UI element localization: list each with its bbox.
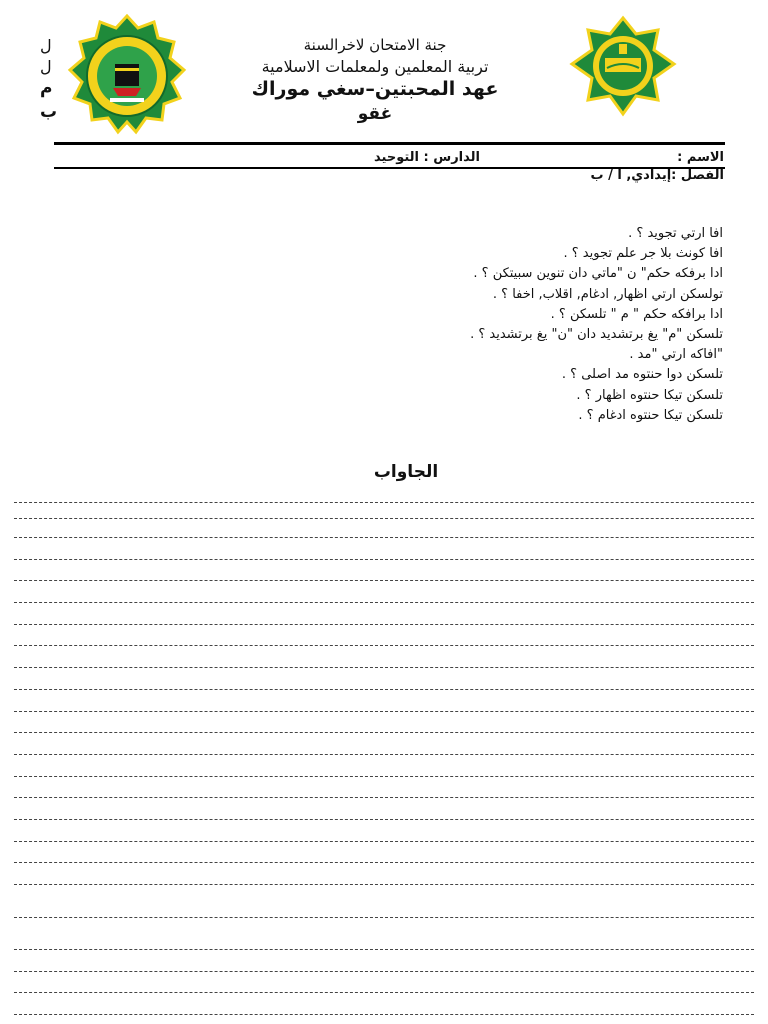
question-item: تلسكن تيكا حنتوه ادغام ؟ . [578, 407, 723, 423]
answer-line [14, 884, 754, 885]
header-title-block [170, 30, 580, 130]
answer-line [14, 580, 754, 581]
school-logo-right [564, 14, 682, 118]
question-item: افا كونث بلا جر علم تجويد ؟ . [563, 246, 723, 262]
answer-line [14, 841, 754, 842]
question-item: "افاكه ارتي "مد . [629, 347, 723, 363]
answer-line [14, 949, 754, 950]
question-item: افا ارتي تجويد ؟ . [628, 226, 723, 241]
left-cut-text-2: ل [40, 57, 52, 76]
answer-line [14, 862, 754, 863]
answer-line [14, 518, 754, 519]
left-cut-text-3: م [40, 78, 53, 98]
question-item: ادا برفكه حكم" ن "ماتي دان تنوين سبيتكن ؟ . [473, 266, 723, 282]
answer-line [14, 992, 754, 993]
header-line-2: تربية المعلمين ولمعلمات الاسلامية [261, 57, 489, 76]
header-line-1: جنة الامتحان لاخرالسنة [303, 36, 447, 54]
answer-section-title: الجاواب [373, 462, 439, 482]
answer-line [14, 602, 754, 603]
question-item: ادا برافكه حكم " م " تلسكن ؟ . [550, 306, 723, 322]
answer-line [14, 559, 754, 560]
answer-line [14, 754, 754, 755]
answer-line [14, 776, 754, 777]
left-cut-text-4: ب [40, 102, 58, 122]
header-line-3: عهد المحبتين–سغي موراك [251, 78, 499, 100]
answer-line [14, 1014, 754, 1015]
answer-line [14, 624, 754, 625]
answer-line [14, 667, 754, 668]
question-list [223, 224, 723, 426]
answer-line [14, 797, 754, 798]
answer-line [14, 689, 754, 690]
question-item: تلسكن دوا حنتوه مد اصلى ؟ . [561, 367, 723, 383]
answer-line [14, 732, 754, 733]
answer-line [14, 971, 754, 972]
question-item: تلسكن تيكا حنتوه اظهار ؟ . [576, 387, 723, 403]
answer-line [14, 917, 754, 918]
class-label: الفصل :إيدادي, ا / ب [590, 168, 724, 183]
header-line-4: غقو [357, 104, 393, 124]
answer-line [14, 819, 754, 820]
question-item: تلسكن "م" يغ برتشديد دان "ن" يغ برتشديد ؟ . [470, 327, 723, 343]
question-item: تولسكن ارتي اظهار, ادغام, اقلاب, اخفا ؟ . [492, 286, 723, 302]
answer-line [14, 502, 754, 503]
answer-line [14, 711, 754, 712]
header-divider-top [54, 142, 725, 145]
subject-label: الدارس : التوحيد [374, 150, 480, 165]
answer-line [14, 645, 754, 646]
answer-line [14, 537, 754, 538]
left-cut-text-1: ل [40, 36, 52, 55]
student-name-label: الاسم : [677, 150, 724, 165]
